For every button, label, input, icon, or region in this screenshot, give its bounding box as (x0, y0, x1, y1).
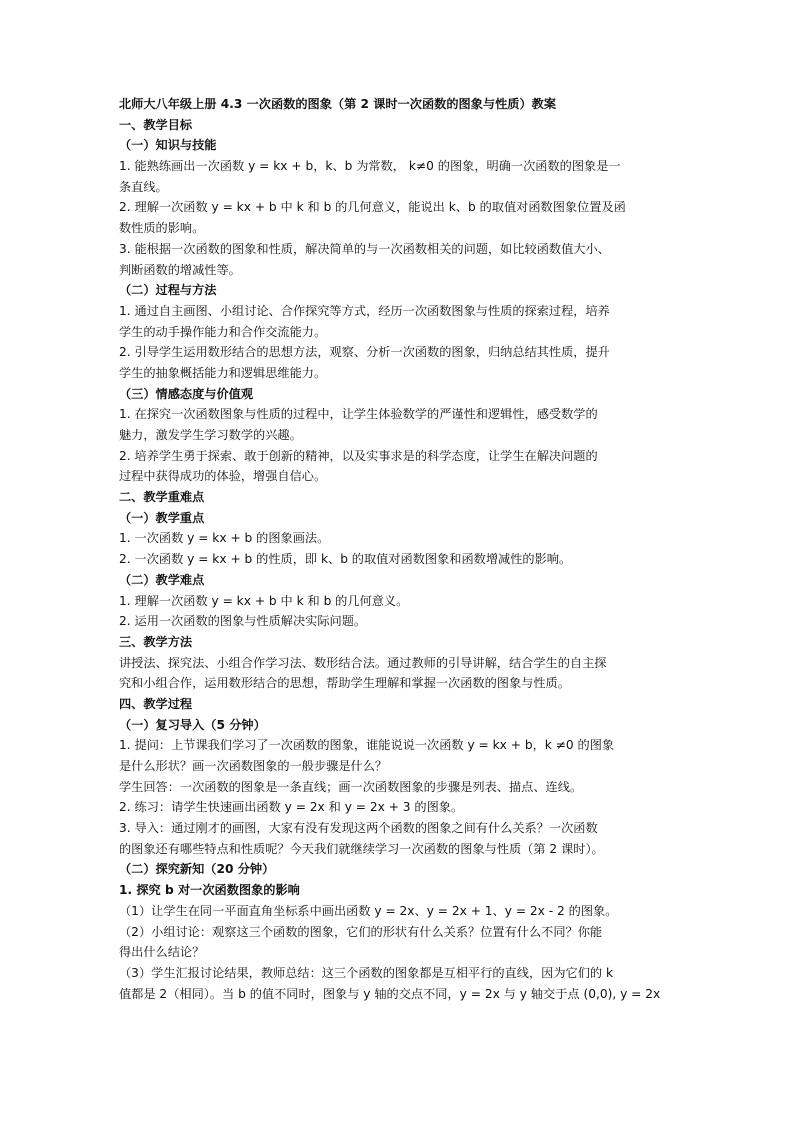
paragraph-line: （1）让学生在同一平面直角坐标系中画出函数 y = 2x、y = 2x + 1、y = 2x - 2 的图象。 (119, 903, 618, 918)
paragraph-line: 1. 一次函数 y = kx + b 的图象画法。 (119, 531, 330, 546)
paragraph-line: 2. 理解一次函数 y = kx + b 中 k 和 b 的几何意义，能说出 k、b 的取值对函数图象位置及函 (119, 200, 626, 215)
paragraph-line: 得出什么结论？ (119, 945, 205, 960)
paragraph-line: 2. 引导学生运用数形结合的思想方法，观察、分析一次函数的图象，归纳总结其性质，提升 (119, 345, 610, 360)
paragraph-line: 1. 通过自主画图、小组讨论、合作探究等方式，经历一次函数图象与性质的探索过程，培养 (119, 303, 610, 318)
section-heading: 二、教学重难点 (119, 490, 205, 505)
paragraph-line: （2）小组讨论：观察这三个函数的图象，它们的形状有什么关系？位置有什么不同？你能 (119, 924, 603, 939)
paragraph-line: 过程中获得成功的体验，增强自信心。 (119, 469, 327, 484)
section-heading: （二）过程与方法 (119, 283, 217, 298)
paragraph-line: 1. 提问：上节课我们学习了一次函数的图象，谁能说说一次函数 y = kx + b，k ≠0 的图象 (119, 738, 615, 753)
section-heading: 三、教学方法 (119, 634, 193, 649)
paragraph-line: 学生的抽象概括能力和逻辑思维能力。 (119, 365, 327, 380)
section-heading: 一、教学目标 (119, 117, 193, 132)
paragraph-line: 2. 运用一次函数的图象与性质解决实际问题。 (119, 614, 367, 629)
section-heading: 四、教学过程 (119, 696, 193, 711)
document-body (119, 94, 729, 1004)
paragraph-line: 2. 培养学生勇于探索、敢于创新的精神，以及实事求是的科学态度，让学生在解决问题的 (119, 448, 598, 463)
paragraph-line: 是什么形状？画一次函数图象的一般步骤是什么？ (119, 759, 388, 773)
paragraph-line: （3）学生汇报讨论结果，教师总结：这三个函数的图象都是互相平行的直线，因为它们的 k (119, 965, 613, 980)
paragraph-line: 3. 导入：通过刚才的画图，大家有没有发现这两个函数的图象之间有什么关系？一次函数 (119, 821, 598, 836)
paragraph-line: 1. 能熟练画出一次函数 y = kx + b，k、b 为常数， k≠0 的图象，明确一次函数的图象是一 (119, 159, 621, 174)
paragraph-line: 3. 能根据一次函数的图象和性质，解决简单的与一次函数相关的问题，如比较函数值大小、 (119, 241, 610, 256)
section-heading: （一）复习导入（5 分钟） (119, 717, 266, 732)
paragraph-line: 学生的动手操作能力和合作交流能力。 (119, 324, 327, 339)
paragraph-line: 1. 理解一次函数 y = kx + b 中 k 和 b 的几何意义。 (119, 593, 409, 608)
paragraph-line: 值都是 2（相同）。当 b 的值不同时，图象与 y 轴的交点不同，y = 2x 与 y 轴交于点 (0,0), y = 2x (119, 986, 661, 1001)
paragraph-line: 2. 一次函数 y = kx + b 的性质，即 k、b 的取值对函数图象和函数增减性的影响。 (119, 552, 572, 567)
section-heading: 1. 探究 b 对一次函数图象的影响 (119, 883, 300, 898)
paragraph-line: 的图象还有哪些特点和性质呢？今天我们就继续学习一次函数的图象与性质（第 2 课时）。 (119, 841, 604, 856)
paragraph-line: 究和小组合作，运用数形结合的思想，帮助学生理解和掌握一次函数的图象与性质。 (119, 676, 570, 691)
section-heading: （一）教学重点 (119, 510, 205, 525)
paragraph-line: 魅力，激发学生学习数学的兴趣。 (119, 428, 302, 442)
paragraph-line: 数性质的影响。 (119, 221, 205, 236)
section-heading: （二）探究新知（20 分钟） (119, 862, 275, 877)
paragraph-line: 2. 练习：请学生快速画出函数 y = 2x 和 y = 2x + 3 的图象。 (119, 800, 464, 815)
paragraph-line: 1. 在探究一次函数图象与性质的过程中，让学生体验数学的严谨性和逻辑性，感受数学的 (119, 407, 598, 422)
paragraph-line: 讲授法、探究法、小组合作学习法、数形结合法。通过教师的引导讲解，结合学生的自主探 (119, 655, 607, 670)
paragraph-line: 条直线。 (119, 179, 168, 194)
section-heading: （二）教学难点 (119, 572, 205, 587)
paragraph-line: 学生回答：一次函数的图象是一条直线；画一次函数图象的步骤是列表、描点、连线。 (119, 779, 583, 794)
paragraph-line: 判断函数的增减性等。 (119, 262, 241, 277)
section-heading: （三）情感态度与价值观 (119, 386, 254, 401)
document-title: 北师大八年级上册 4.3 一次函数的图象（第 2 课时一次函数的图象与性质）教案 (119, 97, 557, 111)
section-heading: （一）知识与技能 (119, 138, 217, 153)
